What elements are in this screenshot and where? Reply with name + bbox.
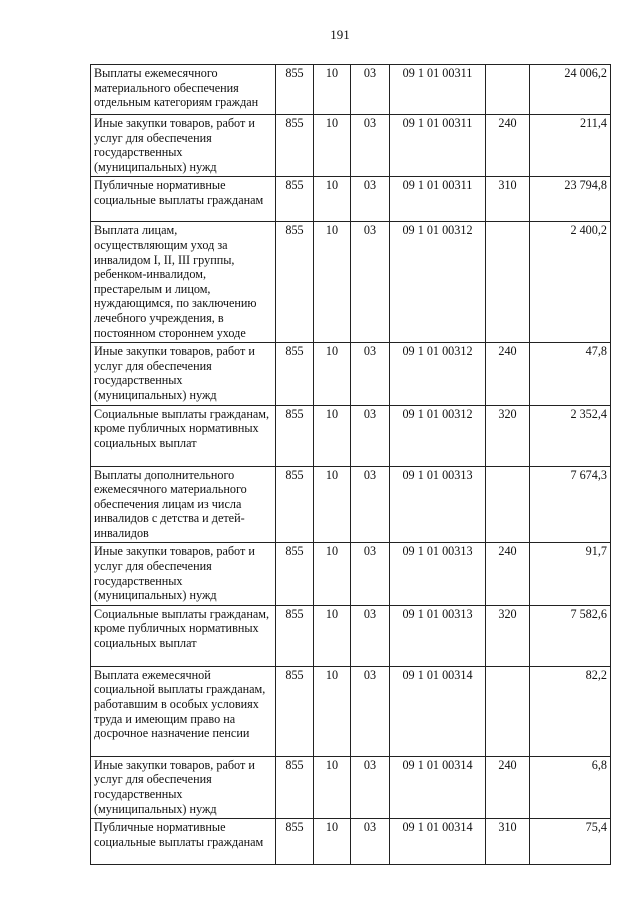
cell-section-code: 10 xyxy=(314,177,351,222)
budget-table xyxy=(90,64,611,865)
cell-amount: 75,4 xyxy=(530,819,611,865)
cell-section-code: 10 xyxy=(314,222,351,343)
cell-subsection-code: 03 xyxy=(351,65,390,115)
table-row xyxy=(91,819,611,865)
cell-target-article: 09 1 01 00314 xyxy=(390,819,486,865)
cell-ministry-code: 855 xyxy=(276,466,314,543)
cell-subsection-code: 03 xyxy=(351,605,390,666)
cell-ministry-code: 855 xyxy=(276,343,314,405)
cell-amount: 2 400,2 xyxy=(530,222,611,343)
table-row xyxy=(91,543,611,605)
cell-target-article: 09 1 01 00313 xyxy=(390,466,486,543)
table-row xyxy=(91,65,611,115)
cell-expense-type xyxy=(486,666,530,756)
cell-name: Публичные нормативные социальные выплаты гражданам xyxy=(91,819,276,865)
cell-expense-type: 320 xyxy=(486,405,530,466)
table-row xyxy=(91,177,611,222)
cell-amount: 82,2 xyxy=(530,666,611,756)
cell-section-code: 10 xyxy=(314,466,351,543)
cell-expense-type: 310 xyxy=(486,177,530,222)
cell-expense-type: 240 xyxy=(486,543,530,605)
cell-ministry-code: 855 xyxy=(276,405,314,466)
table-row xyxy=(91,222,611,343)
cell-name: Выплата ежемесячной социальной выплаты гражданам, работавшим в особых условиях труда и имеющим право на досрочное назначение пенсии xyxy=(91,666,276,756)
table-row xyxy=(91,756,611,818)
cell-section-code: 10 xyxy=(314,666,351,756)
cell-subsection-code: 03 xyxy=(351,466,390,543)
cell-subsection-code: 03 xyxy=(351,756,390,818)
table-row xyxy=(91,666,611,756)
cell-amount: 47,8 xyxy=(530,343,611,405)
cell-subsection-code: 03 xyxy=(351,115,390,177)
cell-ministry-code: 855 xyxy=(276,543,314,605)
cell-amount: 6,8 xyxy=(530,756,611,818)
cell-expense-type xyxy=(486,65,530,115)
cell-expense-type: 240 xyxy=(486,115,530,177)
table-row xyxy=(91,115,611,177)
page-number: 191 xyxy=(330,27,350,42)
cell-amount: 211,4 xyxy=(530,115,611,177)
table-row xyxy=(91,343,611,405)
budget-table-body xyxy=(91,65,611,865)
cell-ministry-code: 855 xyxy=(276,65,314,115)
cell-name: Выплаты ежемесячного материального обеспечения отдельным категориям граждан xyxy=(91,65,276,115)
cell-ministry-code: 855 xyxy=(276,605,314,666)
cell-expense-type: 320 xyxy=(486,605,530,666)
cell-name: Иные закупки товаров, работ и услуг для обеспечения государственных (муниципальных) нужд xyxy=(91,115,276,177)
cell-target-article: 09 1 01 00314 xyxy=(390,666,486,756)
cell-ministry-code: 855 xyxy=(276,115,314,177)
cell-section-code: 10 xyxy=(314,605,351,666)
cell-amount: 7 582,6 xyxy=(530,605,611,666)
cell-expense-type xyxy=(486,222,530,343)
table-row xyxy=(91,605,611,666)
cell-section-code: 10 xyxy=(314,543,351,605)
table-row xyxy=(91,466,611,543)
cell-amount: 2 352,4 xyxy=(530,405,611,466)
cell-subsection-code: 03 xyxy=(351,405,390,466)
cell-name: Социальные выплаты гражданам, кроме публичных нормативных социальных выплат xyxy=(91,405,276,466)
cell-target-article: 09 1 01 00314 xyxy=(390,756,486,818)
cell-amount: 91,7 xyxy=(530,543,611,605)
cell-amount: 24 006,2 xyxy=(530,65,611,115)
cell-name: Иные закупки товаров, работ и услуг для обеспечения государственных (муниципальных) нужд xyxy=(91,756,276,818)
cell-section-code: 10 xyxy=(314,65,351,115)
cell-ministry-code: 855 xyxy=(276,177,314,222)
cell-target-article: 09 1 01 00311 xyxy=(390,115,486,177)
cell-subsection-code: 03 xyxy=(351,666,390,756)
cell-target-article: 09 1 01 00311 xyxy=(390,65,486,115)
cell-ministry-code: 855 xyxy=(276,819,314,865)
cell-subsection-code: 03 xyxy=(351,222,390,343)
cell-expense-type: 240 xyxy=(486,343,530,405)
cell-section-code: 10 xyxy=(314,405,351,466)
cell-target-article: 09 1 01 00312 xyxy=(390,343,486,405)
cell-ministry-code: 855 xyxy=(276,666,314,756)
cell-ministry-code: 855 xyxy=(276,222,314,343)
cell-target-article: 09 1 01 00312 xyxy=(390,405,486,466)
cell-section-code: 10 xyxy=(314,115,351,177)
cell-ministry-code: 855 xyxy=(276,756,314,818)
cell-subsection-code: 03 xyxy=(351,343,390,405)
cell-amount: 23 794,8 xyxy=(530,177,611,222)
cell-section-code: 10 xyxy=(314,819,351,865)
cell-expense-type: 310 xyxy=(486,819,530,865)
cell-target-article: 09 1 01 00313 xyxy=(390,605,486,666)
table-row xyxy=(91,405,611,466)
cell-expense-type xyxy=(486,466,530,543)
cell-subsection-code: 03 xyxy=(351,177,390,222)
cell-name: Иные закупки товаров, работ и услуг для обеспечения государственных (муниципальных) нужд xyxy=(91,543,276,605)
cell-expense-type: 240 xyxy=(486,756,530,818)
cell-amount: 7 674,3 xyxy=(530,466,611,543)
cell-section-code: 10 xyxy=(314,343,351,405)
cell-name: Социальные выплаты гражданам, кроме публичных нормативных социальных выплат xyxy=(91,605,276,666)
cell-name: Публичные нормативные социальные выплаты гражданам xyxy=(91,177,276,222)
cell-name: Выплаты дополнительного ежемесячного материального обеспечения лицам из числа инвалидов с детства и детей-инвалидов xyxy=(91,466,276,543)
cell-subsection-code: 03 xyxy=(351,543,390,605)
cell-target-article: 09 1 01 00312 xyxy=(390,222,486,343)
cell-name: Выплата лицам, осуществляющим уход за инвалидом I, II, III группы, ребенком-инвалидом, престарелым и лицом, нуждающимся, по заключению лечебного учреждения, в постоянном стороннем уходе xyxy=(91,222,276,343)
cell-section-code: 10 xyxy=(314,756,351,818)
cell-subsection-code: 03 xyxy=(351,819,390,865)
cell-target-article: 09 1 01 00313 xyxy=(390,543,486,605)
cell-target-article: 09 1 01 00311 xyxy=(390,177,486,222)
cell-name: Иные закупки товаров, работ и услуг для обеспечения государственных (муниципальных) нужд xyxy=(91,343,276,405)
